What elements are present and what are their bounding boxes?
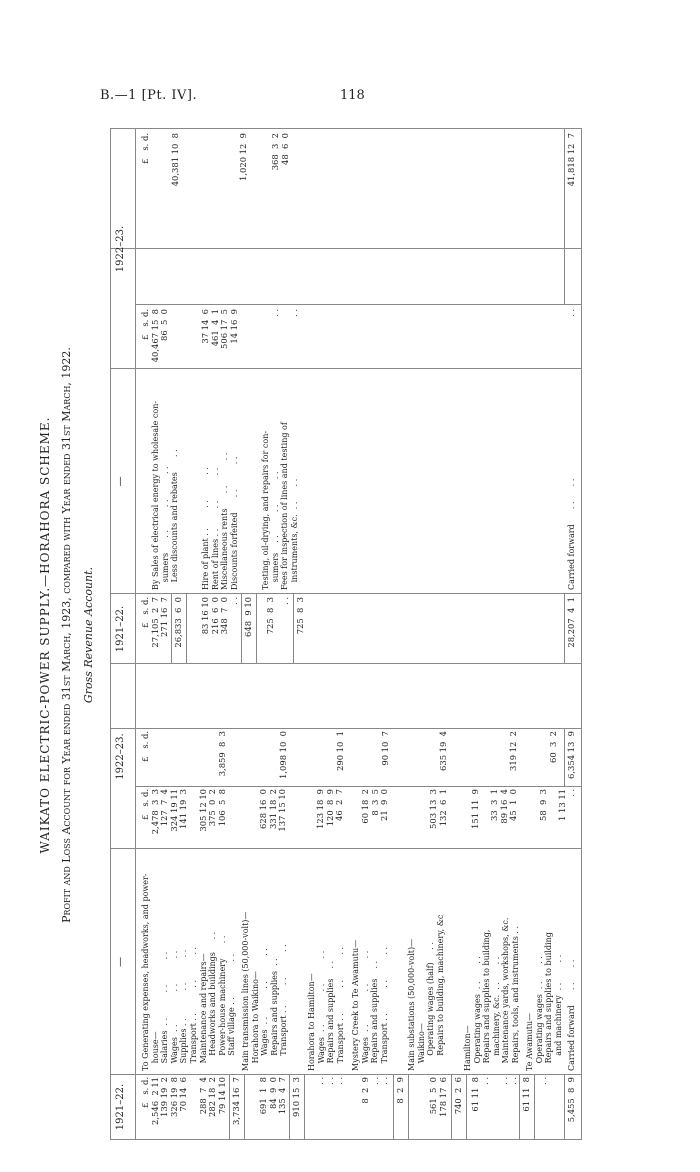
desc-mystery-creek: Mystery Creek to Te Awamutu— Wages . . . . . . Repairs and supplies . . Transport . . . . . . — [351, 939, 389, 1071]
cur-year-sales-total: 40,381 10 8 — [170, 133, 180, 187]
desc-te-awamutu: Te Awamutu— Operating wages . . . . Repairs and supplies to building and machinery . . . . — [525, 932, 563, 1071]
column-divider — [111, 1074, 581, 1075]
desc-horahora-to-hamilton: Horahora to Hamilton— Wages . . . . . . Repairs and supplies . . Transport . . . . . . — [307, 946, 345, 1071]
prev-year-main-lines-values: 691 1 8 84 9 0 135 4 7 — [258, 1077, 288, 1115]
cur-year-testing-total: 368 3 2 48 6 0 — [270, 133, 290, 171]
cur-year-total-heading-right: £ s. d. — [140, 133, 150, 164]
prev-year-carried-forward-right: 28,207 4 1 — [566, 597, 576, 648]
prev-year-fees-dots: . . — [280, 597, 290, 605]
col-head-description-left: — — [115, 957, 126, 967]
prev-year-testing-total: 725 8 3 — [295, 597, 305, 635]
subtotal-rule — [186, 594, 187, 664]
cur-year-testing-dots: . . . . — [270, 309, 300, 317]
page-header — [100, 88, 570, 108]
cur-year-main-lines-values: 628 16 0 331 18 2 137 15 10 — [258, 789, 288, 832]
cur-year-generating-values: £ s. d. 2,478 3 3 127 7 4 324 19 11 141 19 3 305 12 10 375 0 2 106 5 8 — [140, 789, 227, 835]
cur-year-total-heading: £ s. d. — [140, 731, 150, 762]
subtotal-rule — [451, 1075, 452, 1139]
cur-year-hamilton-lines-total: 290 10 1 — [335, 731, 345, 771]
document-reference: B.—1 [Pt. IV]. — [100, 88, 198, 103]
cur-year-carried-dots: . . — [566, 789, 576, 797]
col-head-1922-23-right: 1922–23. — [115, 225, 126, 273]
desc-main-substations: Main substations (50,000-volt)— Waikino— Operating wages (half) . . Repairs to building, machinery, &c — [407, 914, 445, 1071]
cur-year-te-awamutu-values: 58 9 3 1 13 11 — [538, 789, 568, 821]
column-divider — [135, 786, 581, 787]
subtotal-rule — [256, 594, 257, 664]
cur-year-sales-values: £ s. d. 40,467 15 8 86 5 0 — [140, 309, 170, 363]
prev-year-misc-total: 648 9 10 — [243, 597, 253, 637]
prev-year-main-lines-total: 910 15 3 — [291, 1077, 301, 1117]
prev-year-substation-total: 740 2 6 — [453, 1077, 463, 1115]
page-number: 118 — [340, 88, 365, 103]
prev-year-misc-values: 83 16 10 216 6 0 348 7 0 . . — [200, 597, 239, 635]
column-divider — [111, 248, 581, 249]
desc-hamilton-substation: Hamilton— Operating wages . . . . Repairs and supplies to building, machinery, &c. . . . . Maintenance yards, workshops, &c. Repairs, tools, and instruments . . — [463, 917, 520, 1071]
subtotal-rule — [171, 594, 172, 664]
column-divider — [111, 848, 581, 849]
subtotal-rule — [289, 1075, 290, 1139]
column-divider — [111, 593, 581, 594]
prev-year-generating-total: 3,734 16 7 — [231, 1077, 241, 1125]
prev-year-hamilton-substation-values: 61 11 8 . . . . . . — [470, 1077, 519, 1112]
subtotal-rule — [519, 1075, 520, 1139]
cur-year-misc-values: 37 14 6 461 4 1 506 17 5 14 16 9 — [200, 309, 239, 349]
cur-year-mystery-creek-values: 60 18 2 8 3 5 21 9 0 — [360, 789, 390, 824]
desc-carried-forward-right: Carried forward . . . . — [567, 478, 576, 590]
prev-year-hamilton-substation-total: 61 11 8 — [521, 1077, 531, 1112]
desc-sales-electrical-energy: By Sales of electrical energy to wholesale con- sumers . . . . . . Less discounts and rebates . . — [151, 400, 180, 590]
cur-year-main-lines-total: 1,098 10 0 — [278, 731, 288, 779]
cur-year-carried-forward-left: 6,354 13 9 — [566, 731, 576, 779]
cur-year-mystery-creek-total: 90 10 7 — [380, 731, 390, 766]
subtotal-rule — [466, 1075, 467, 1139]
subtotal-rule — [244, 1075, 245, 1139]
prev-year-testing-value: 725 8 3 — [265, 597, 275, 635]
prev-year-sales-values: £ s. d. 27,105 2 7 271 16 7 — [140, 597, 170, 648]
col-head-1921-22-left: 1921–22. — [115, 1083, 126, 1131]
total-rule — [564, 729, 565, 787]
total-rule — [564, 129, 565, 305]
cur-year-hamilton-lines-values: 123 18 9 120 8 9 46 2 7 — [315, 789, 345, 829]
cur-year-substation-total: 635 19 4 — [438, 731, 448, 771]
subtotal-rule — [293, 594, 294, 664]
prev-year-carried-forward: 5,455 8 9 — [566, 1077, 576, 1123]
prev-year-substation-values: 561 5 0 178 17 6 — [428, 1077, 448, 1117]
subtotal-rule — [304, 1075, 305, 1139]
cur-year-carried-forward-right: 41,818 12 7 — [566, 133, 576, 187]
col-head-1922-23-left: 1922–23. — [115, 733, 126, 780]
rotated-account-page — [20, 110, 600, 1160]
desc-generating-expenses: To Generating expenses, headworks, and power- house— Salaries . . . . . . Wages . . . . . . Supplies . . . . . . Transport . . . . . . Maintenance and repairs— Headworks and buildings . . Power-house machinery . . Staff village . . . . — [141, 873, 237, 1071]
column-divider — [111, 368, 581, 369]
account-section-title: Gross Revenue Account. — [82, 566, 95, 704]
subtotal-rule — [229, 1075, 230, 1139]
cur-year-generating-total: 3,859 8 3 — [217, 731, 227, 777]
account-subtitle: Profit and Loss Account for Year ended 31st March, 1923, compared with Year ended 31st March, 1922. — [60, 347, 73, 923]
desc-carried-forward-left: Carried forward . . . . — [567, 959, 576, 1071]
prev-year-generating-values: £ s. d. 2,546 2 11 139 19 2 326 19 8 70 14 6 288 7 4 282 18 2 79 14 10 — [140, 1077, 227, 1125]
column-divider — [111, 663, 581, 664]
desc-testing-and-fees: Testing, oil-drying, and repairs for con- sumers . . . . . . Fees for inspection of lines and testing of instruments, &c. . . . . — [261, 422, 299, 590]
desc-main-transmission-lines: Main transmission lines (50,000-volt)— Horahora to Waikino— Wages . . . . . . Repairs and supplies . . Transport . . . . . . — [241, 911, 289, 1071]
total-rule — [564, 594, 565, 664]
col-head-1921-22-right: 1921–22. — [115, 605, 126, 653]
subtotal-rule — [241, 594, 242, 664]
subtotal-rule — [393, 1075, 394, 1139]
subtotal-rule — [564, 1075, 565, 1139]
account-title: WAIKATO ELECTRIC-POWER SUPPLY.—HORAHORA SCHEME. — [38, 416, 52, 854]
column-divider — [135, 304, 581, 305]
cur-year-substation-values: 503 13 3 132 6 1 — [428, 789, 448, 829]
cur-year-misc-total: 1,020 12 9 — [238, 133, 248, 181]
prev-year-sales-total: 26,833 6 0 — [173, 597, 183, 648]
header-rule — [135, 129, 136, 1139]
prev-year-hamilton-lines-values: . . . . . . — [315, 1077, 345, 1085]
cur-year-hamilton-substation-values: 151 11 9 33 3 1 89 16 4 45 1 0 — [470, 789, 519, 829]
desc-miscellaneous-income: Hire of plant . . . . . . Rent of lines . . . . . . Miscellaneous rents . . . . Discounts forfeited . . . . — [201, 452, 239, 590]
prev-year-te-awamutu-values: . . . . — [538, 1077, 568, 1085]
prev-year-mystery-creek-values: 8 2 9 . . . . — [360, 1077, 390, 1104]
subtotal-rule — [408, 1075, 409, 1139]
col-head-description-right: — — [115, 476, 126, 487]
subtotal-rule — [534, 1075, 535, 1139]
cur-year-hamilton-substation-total: 319 12 2 — [508, 731, 518, 771]
prev-year-mystery-creek-total: 8 2 9 — [395, 1077, 405, 1104]
revenue-account-table — [110, 128, 582, 1140]
cur-year-te-awamutu-total: 60 3 2 — [548, 731, 558, 763]
column-divider — [111, 728, 581, 729]
cur-year-carried-dots-right: . . — [566, 309, 576, 317]
